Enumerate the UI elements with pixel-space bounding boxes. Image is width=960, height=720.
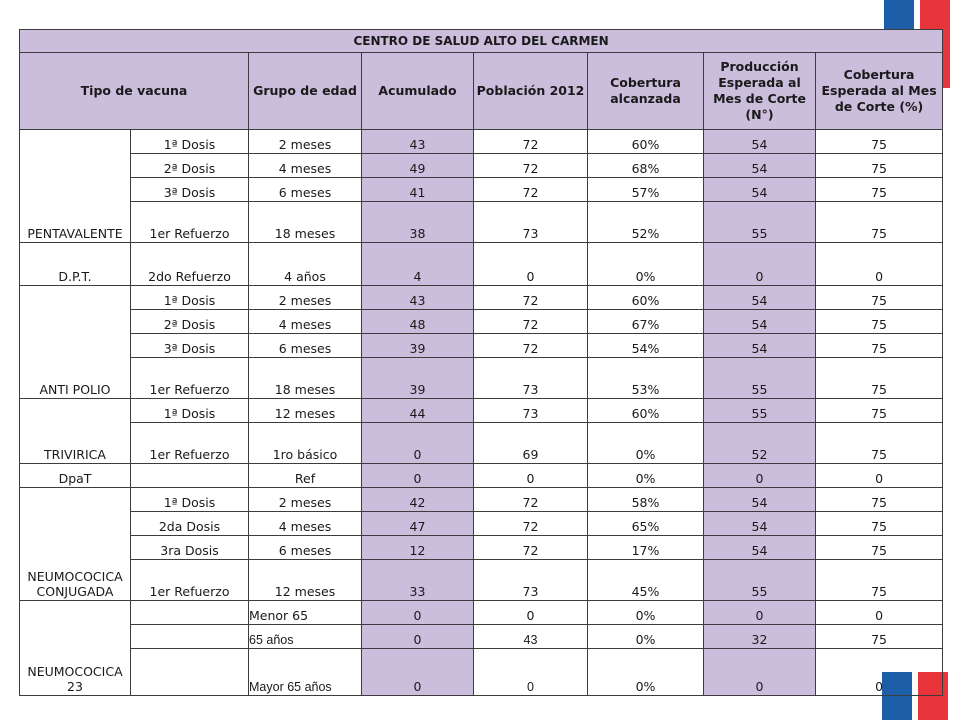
age-cell: 6 meses bbox=[249, 334, 362, 358]
dose-cell: 2do Refuerzo bbox=[131, 243, 249, 286]
table-row bbox=[20, 286, 943, 310]
population-cell: 43 bbox=[474, 625, 588, 649]
table-row bbox=[20, 464, 943, 488]
production-cell: 0 bbox=[704, 464, 816, 488]
coverage-cell: 54% bbox=[588, 334, 704, 358]
production-cell: 0 bbox=[704, 601, 816, 625]
coverage-cell: 68% bbox=[588, 154, 704, 178]
population-cell: 72 bbox=[474, 154, 588, 178]
production-cell: 54 bbox=[704, 536, 816, 560]
group-trivirica: TRIVIRICA bbox=[20, 399, 131, 464]
age-cell: 65 años bbox=[249, 625, 362, 649]
accumulated-cell: 42 bbox=[362, 488, 474, 512]
population-cell: 0 bbox=[474, 464, 588, 488]
age-cell: 18 meses bbox=[249, 202, 362, 243]
header-coverage: Cobertura alcanzada bbox=[588, 53, 704, 130]
population-cell: 0 bbox=[474, 601, 588, 625]
age-cell: 4 años bbox=[249, 243, 362, 286]
population-cell: 73 bbox=[474, 399, 588, 423]
expected-coverage-cell: 0 bbox=[816, 464, 943, 488]
table-title: CENTRO DE SALUD ALTO DEL CARMEN bbox=[20, 30, 943, 53]
table-row bbox=[20, 202, 943, 243]
expected-coverage-cell: 75 bbox=[816, 286, 943, 310]
table-row bbox=[20, 399, 943, 423]
accumulated-cell: 0 bbox=[362, 601, 474, 625]
dose-cell: 2da Dosis bbox=[131, 512, 249, 536]
age-cell: 12 meses bbox=[249, 399, 362, 423]
coverage-cell: 53% bbox=[588, 358, 704, 399]
dose-cell bbox=[131, 649, 249, 696]
table-row bbox=[20, 358, 943, 399]
accumulated-cell: 39 bbox=[362, 358, 474, 399]
header-age-group: Grupo de edad bbox=[249, 53, 362, 130]
dose-cell bbox=[131, 464, 249, 488]
production-cell: 54 bbox=[704, 310, 816, 334]
coverage-cell: 57% bbox=[588, 178, 704, 202]
accumulated-cell: 44 bbox=[362, 399, 474, 423]
expected-coverage-cell: 75 bbox=[816, 536, 943, 560]
production-cell: 55 bbox=[704, 358, 816, 399]
production-cell: 54 bbox=[704, 178, 816, 202]
age-cell: 6 meses bbox=[249, 178, 362, 202]
production-cell: 55 bbox=[704, 399, 816, 423]
expected-coverage-cell: 75 bbox=[816, 488, 943, 512]
dose-cell: 1ª Dosis bbox=[131, 286, 249, 310]
table-row bbox=[20, 310, 943, 334]
population-cell: 72 bbox=[474, 536, 588, 560]
group-dpat: DpaT bbox=[20, 464, 131, 488]
coverage-cell: 52% bbox=[588, 202, 704, 243]
dose-cell: 3ra Dosis bbox=[131, 536, 249, 560]
population-cell: 73 bbox=[474, 202, 588, 243]
production-cell: 0 bbox=[704, 649, 816, 696]
expected-coverage-cell: 75 bbox=[816, 310, 943, 334]
accumulated-cell: 49 bbox=[362, 154, 474, 178]
dose-cell: 1ª Dosis bbox=[131, 488, 249, 512]
age-cell: 12 meses bbox=[249, 560, 362, 601]
accumulated-cell: 38 bbox=[362, 202, 474, 243]
table-row bbox=[20, 488, 943, 512]
accumulated-cell: 43 bbox=[362, 130, 474, 154]
population-cell: 72 bbox=[474, 178, 588, 202]
header-population: Población 2012 bbox=[474, 53, 588, 130]
expected-coverage-cell: 0 bbox=[816, 601, 943, 625]
dose-cell bbox=[131, 625, 249, 649]
age-cell: 18 meses bbox=[249, 358, 362, 399]
accumulated-cell: 0 bbox=[362, 464, 474, 488]
production-cell: 0 bbox=[704, 243, 816, 286]
coverage-cell: 65% bbox=[588, 512, 704, 536]
header-expected-production: Producción Esperada al Mes de Corte (N°) bbox=[704, 53, 816, 130]
table-row bbox=[20, 536, 943, 560]
age-cell: 2 meses bbox=[249, 130, 362, 154]
population-cell: 72 bbox=[474, 334, 588, 358]
population-cell: 72 bbox=[474, 512, 588, 536]
expected-coverage-cell: 0 bbox=[816, 243, 943, 286]
expected-coverage-cell: 75 bbox=[816, 202, 943, 243]
expected-coverage-cell: 75 bbox=[816, 625, 943, 649]
expected-coverage-cell: 75 bbox=[816, 178, 943, 202]
header-expected-coverage: Cobertura Esperada al Mes de Corte (%) bbox=[816, 53, 943, 130]
coverage-cell: 45% bbox=[588, 560, 704, 601]
production-cell: 54 bbox=[704, 130, 816, 154]
production-cell: 54 bbox=[704, 488, 816, 512]
table-row bbox=[20, 423, 943, 464]
production-cell: 54 bbox=[704, 286, 816, 310]
population-cell: 72 bbox=[474, 310, 588, 334]
expected-coverage-cell: 75 bbox=[816, 334, 943, 358]
accumulated-cell: 39 bbox=[362, 334, 474, 358]
expected-coverage-cell: 75 bbox=[816, 130, 943, 154]
population-cell: 0 bbox=[474, 243, 588, 286]
table-row bbox=[20, 601, 943, 625]
vaccination-table bbox=[19, 29, 943, 696]
age-cell: 4 meses bbox=[249, 512, 362, 536]
expected-coverage-cell: 75 bbox=[816, 512, 943, 536]
population-cell: 72 bbox=[474, 130, 588, 154]
table-row bbox=[20, 512, 943, 536]
table-row bbox=[20, 178, 943, 202]
table-row bbox=[20, 560, 943, 601]
table-row bbox=[20, 130, 943, 154]
age-cell: 4 meses bbox=[249, 310, 362, 334]
age-cell: 1ro básico bbox=[249, 423, 362, 464]
dose-cell: 3ª Dosis bbox=[131, 178, 249, 202]
coverage-cell: 0% bbox=[588, 625, 704, 649]
expected-coverage-cell: 75 bbox=[816, 399, 943, 423]
group-neumococica-23: NEUMOCOCICA 23 bbox=[20, 601, 131, 696]
group-antipolio: ANTI POLIO bbox=[20, 286, 131, 399]
production-cell: 55 bbox=[704, 202, 816, 243]
coverage-cell: 67% bbox=[588, 310, 704, 334]
coverage-cell: 0% bbox=[588, 601, 704, 625]
dose-cell bbox=[131, 601, 249, 625]
group-dpt: D.P.T. bbox=[20, 243, 131, 286]
accumulated-cell: 33 bbox=[362, 560, 474, 601]
table-row bbox=[20, 154, 943, 178]
age-cell: 2 meses bbox=[249, 286, 362, 310]
coverage-cell: 58% bbox=[588, 488, 704, 512]
population-cell: 69 bbox=[474, 423, 588, 464]
group-pentavalente: PENTAVALENTE bbox=[20, 130, 131, 243]
population-cell: 72 bbox=[474, 286, 588, 310]
age-cell: Mayor 65 años bbox=[249, 649, 362, 696]
dose-cell: 2ª Dosis bbox=[131, 310, 249, 334]
age-cell: Ref bbox=[249, 464, 362, 488]
table-row bbox=[20, 243, 943, 286]
accumulated-cell: 0 bbox=[362, 625, 474, 649]
coverage-cell: 60% bbox=[588, 130, 704, 154]
dose-cell: 1er Refuerzo bbox=[131, 202, 249, 243]
population-cell: 73 bbox=[474, 560, 588, 601]
accumulated-cell: 0 bbox=[362, 649, 474, 696]
dose-cell: 1ª Dosis bbox=[131, 130, 249, 154]
production-cell: 54 bbox=[704, 334, 816, 358]
expected-coverage-cell: 0 bbox=[816, 649, 943, 696]
production-cell: 32 bbox=[704, 625, 816, 649]
coverage-cell: 60% bbox=[588, 286, 704, 310]
coverage-cell: 0% bbox=[588, 649, 704, 696]
expected-coverage-cell: 75 bbox=[816, 423, 943, 464]
group-neumococica-conjugada: NEUMOCOCICA CONJUGADA bbox=[20, 488, 131, 601]
production-cell: 52 bbox=[704, 423, 816, 464]
table-row bbox=[20, 649, 943, 696]
accumulated-cell: 12 bbox=[362, 536, 474, 560]
production-cell: 54 bbox=[704, 154, 816, 178]
production-cell: 54 bbox=[704, 512, 816, 536]
dose-cell: 1er Refuerzo bbox=[131, 560, 249, 601]
header-accumulated: Acumulado bbox=[362, 53, 474, 130]
expected-coverage-cell: 75 bbox=[816, 154, 943, 178]
table-row bbox=[20, 334, 943, 358]
dose-cell: 3ª Dosis bbox=[131, 334, 249, 358]
age-cell: 4 meses bbox=[249, 154, 362, 178]
age-cell: 2 meses bbox=[249, 488, 362, 512]
dose-cell: 1er Refuerzo bbox=[131, 358, 249, 399]
coverage-cell: 60% bbox=[588, 399, 704, 423]
age-cell: Menor 65 bbox=[249, 601, 362, 625]
dose-cell: 2ª Dosis bbox=[131, 154, 249, 178]
expected-coverage-cell: 75 bbox=[816, 358, 943, 399]
production-cell: 55 bbox=[704, 560, 816, 601]
coverage-cell: 0% bbox=[588, 243, 704, 286]
coverage-cell: 0% bbox=[588, 423, 704, 464]
accumulated-cell: 4 bbox=[362, 243, 474, 286]
table-row bbox=[20, 625, 943, 649]
dose-cell: 1ª Dosis bbox=[131, 399, 249, 423]
coverage-cell: 17% bbox=[588, 536, 704, 560]
accumulated-cell: 48 bbox=[362, 310, 474, 334]
age-cell: 6 meses bbox=[249, 536, 362, 560]
accumulated-cell: 43 bbox=[362, 286, 474, 310]
header-vaccine-type: Tipo de vacuna bbox=[20, 53, 249, 130]
expected-coverage-cell: 75 bbox=[816, 560, 943, 601]
coverage-cell: 0% bbox=[588, 464, 704, 488]
population-cell: 0 bbox=[474, 649, 588, 696]
accumulated-cell: 0 bbox=[362, 423, 474, 464]
accumulated-cell: 41 bbox=[362, 178, 474, 202]
accumulated-cell: 47 bbox=[362, 512, 474, 536]
population-cell: 73 bbox=[474, 358, 588, 399]
dose-cell: 1er Refuerzo bbox=[131, 423, 249, 464]
population-cell: 72 bbox=[474, 488, 588, 512]
